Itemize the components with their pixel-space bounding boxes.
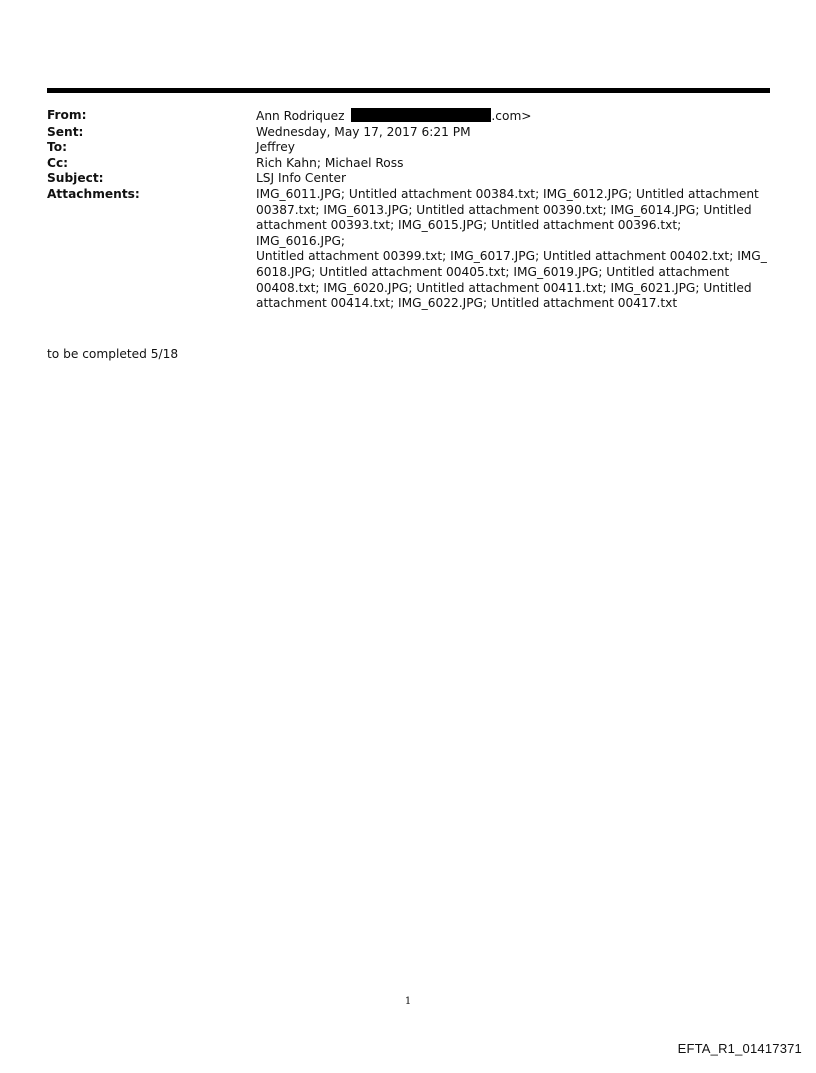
sent-row xyxy=(47,125,770,141)
subject-label: Subject: xyxy=(47,171,104,186)
from-row xyxy=(47,108,770,125)
attachments-line: Untitled attachment 00399.txt; IMG_6017.JPG; Untitled attachment 00402.txt; IMG_ xyxy=(256,249,767,264)
email-header xyxy=(47,108,770,312)
sent-label: Sent: xyxy=(47,124,84,139)
attachments-line: 6018.JPG; Untitled attachment 00405.txt; IMG_6019.JPG; Untitled attachment xyxy=(256,264,730,279)
sent-value: Wednesday, May 17, 2017 6:21 PM xyxy=(256,124,471,139)
attachments-label: Attachments: xyxy=(47,186,140,201)
to-row xyxy=(47,140,770,156)
to-label: To: xyxy=(47,140,67,155)
cc-row xyxy=(47,156,770,172)
from-label: From: xyxy=(47,108,87,122)
header-divider xyxy=(47,88,770,93)
attachments-line: attachment 00393.txt; IMG_6015.JPG; Untitled attachment 00396.txt; IMG_6016.JPG; xyxy=(256,218,682,248)
page-number: 1 xyxy=(404,996,412,1007)
attachments-row xyxy=(47,187,770,312)
cc-value: Rich Kahn; Michael Ross xyxy=(256,155,404,170)
subject-value: LSJ Info Center xyxy=(256,171,346,186)
attachments-line: 00408.txt; IMG_6020.JPG; Untitled attachment 00411.txt; IMG_6021.JPG; Untitled xyxy=(256,280,752,295)
redaction-bar xyxy=(351,108,491,122)
subject-row xyxy=(47,171,770,187)
sender-email-suffix: .com> xyxy=(491,109,532,123)
document-id: EFTA_R1_01417371 xyxy=(677,1041,802,1056)
cc-label: Cc: xyxy=(47,155,69,170)
email-body: to be completed 5/18 xyxy=(47,347,179,361)
sender-name: Ann Rodriquez xyxy=(256,109,345,123)
attachments-list xyxy=(256,187,770,312)
to-value: Jeffrey xyxy=(256,140,295,155)
attachments-line: 00387.txt; IMG_6013.JPG; Untitled attachment 00390.txt; IMG_6014.JPG; Untitled xyxy=(256,202,752,217)
attachments-line: attachment 00414.txt; IMG_6022.JPG; Untitled attachment 00417.txt xyxy=(256,296,678,311)
from-value xyxy=(256,108,770,125)
attachments-line: IMG_6011.JPG; Untitled attachment 00384.txt; IMG_6012.JPG; Untitled attachment xyxy=(256,186,759,201)
